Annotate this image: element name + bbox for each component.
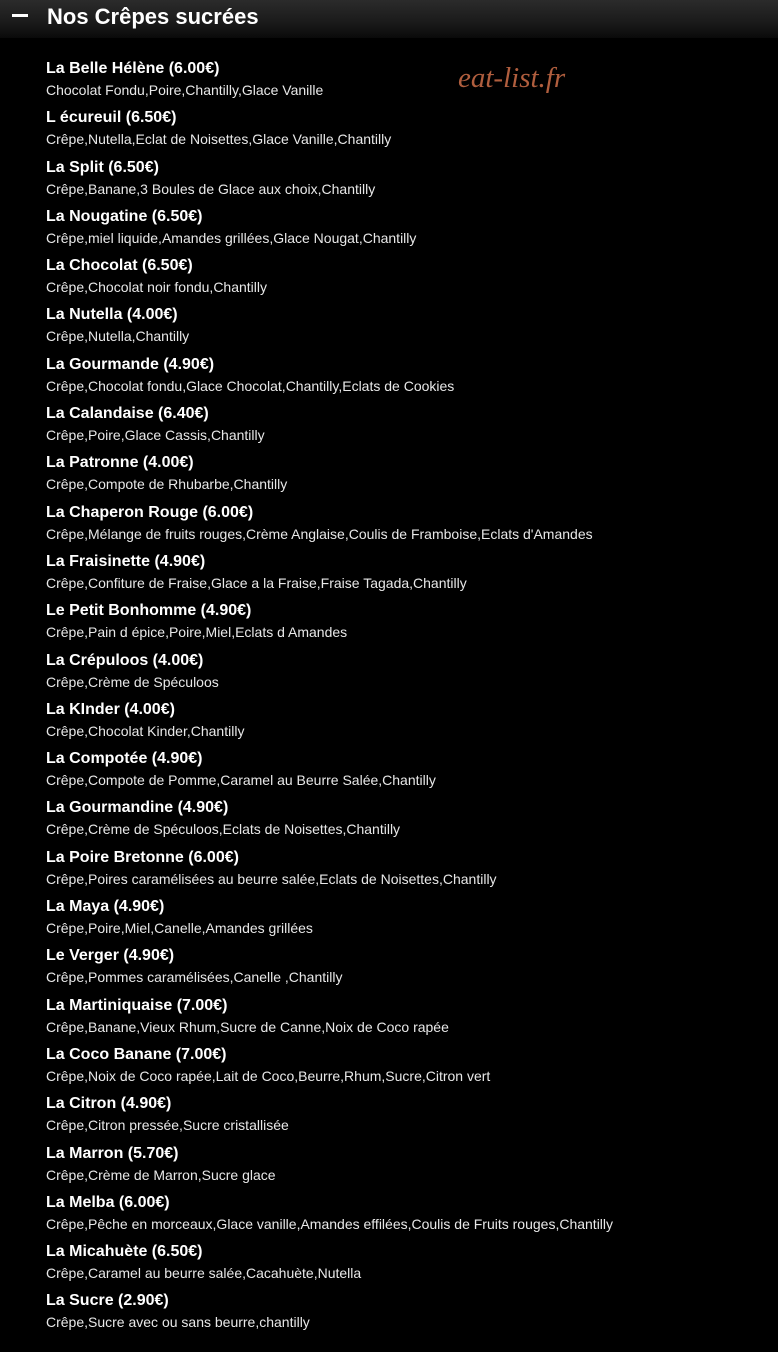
menu-item-title: Le Verger (4.90€) — [46, 947, 175, 965]
menu-item-title: La Nutella (4.00€) — [46, 306, 178, 324]
menu-item — [46, 502, 766, 551]
menu-item-description: Crêpe,Crème de Spéculoos — [46, 673, 219, 690]
menu-item-title: La Maya (4.90€) — [46, 898, 165, 916]
menu-item-description: Crêpe,Pain d épice,Poire,Miel,Eclats d Amandes — [46, 624, 348, 641]
menu-item — [46, 354, 766, 403]
section-title: Nos Crêpes sucrées — [47, 4, 259, 29]
menu-item — [46, 1143, 766, 1192]
menu-item-title: La Martiniquaise (7.00€) — [46, 996, 228, 1014]
menu-item — [46, 255, 766, 304]
menu-item-title: La Compotée (4.90€) — [46, 750, 203, 768]
menu-item-title: La Coco Banane (7.00€) — [46, 1045, 227, 1063]
menu-item — [46, 304, 766, 353]
menu-item-title: La Marron (5.70€) — [46, 1144, 179, 1162]
menu-item-description: Crêpe,Pommes caramélisées,Canelle ,Chantilly — [46, 969, 343, 986]
menu-item — [46, 797, 766, 846]
menu-item-title: La Citron (4.90€) — [46, 1095, 172, 1113]
menu-item-title: L écureuil (6.50€) — [46, 109, 177, 127]
menu-item-title: La Poire Bretonne (6.00€) — [46, 848, 239, 866]
menu-item-description: Crêpe,Caramel au beurre salée,Cacahuète,Nutella — [46, 1265, 362, 1282]
menu-item-title: La Nougatine (6.50€) — [46, 207, 203, 225]
menu-item-title: La Sucre (2.90€) — [46, 1292, 169, 1310]
menu-item-description: Crêpe,Mélange de fruits rouges,Crème Anglaise,Coulis de Framboise,Eclats d'Amandes — [46, 525, 593, 542]
menu-item — [46, 58, 766, 107]
menu-item — [46, 650, 766, 699]
menu-item-description: Crêpe,Chocolat fondu,Glace Chocolat,Chantilly,Eclats de Cookies — [46, 377, 455, 394]
menu-item — [46, 452, 766, 501]
menu-item — [46, 896, 766, 945]
menu-item-title: La Calandaise (6.40€) — [46, 405, 209, 423]
menu-item-title: La Split (6.50€) — [46, 158, 159, 176]
menu-item — [46, 995, 766, 1044]
menu-item — [46, 600, 766, 649]
menu-item-title: La Gourmande (4.90€) — [46, 355, 215, 373]
menu-item-description: Crêpe,Nutella,Chantilly — [46, 328, 190, 345]
menu-item-description: Crêpe,Nutella,Eclat de Noisettes,Glace Vanille,Chantilly — [46, 131, 392, 148]
menu-item-description: Crêpe,Compote de Pomme,Caramel au Beurre Salée,Chantilly — [46, 772, 436, 789]
menu-item-title: La Patronne (4.00€) — [46, 454, 194, 472]
menu-item-title: La KInder (4.00€) — [46, 700, 175, 718]
watermark: eat-list.fr — [458, 62, 566, 94]
menu-item — [46, 1290, 766, 1339]
menu-item — [46, 403, 766, 452]
menu-item — [46, 1192, 766, 1241]
menu-list — [46, 58, 766, 1340]
menu-item-title: Le Petit Bonhomme (4.90€) — [46, 602, 252, 620]
menu-item — [46, 847, 766, 896]
menu-item-description: Chocolat Fondu,Poire,Chantilly,Glace Vanille — [46, 82, 324, 98]
menu-item-description: Crêpe,Pêche en morceaux,Glace vanille,Amandes effilées,Coulis de Fruits rouges,Chantilly — [46, 1215, 614, 1232]
menu-item-description: Crêpe,Citron pressée,Sucre cristallisée — [46, 1117, 289, 1134]
menu-item — [46, 945, 766, 994]
menu-item-description: Crêpe,miel liquide,Amandes grillées,Glace Nougat,Chantilly — [46, 229, 417, 246]
menu-item-title: La Melba (6.00€) — [46, 1193, 170, 1211]
menu-item-title: La Micahuète (6.50€) — [46, 1243, 203, 1261]
menu-item-description: Crêpe,Poire,Miel,Canelle,Amandes grillées — [46, 920, 313, 937]
menu-item-title: La Chaperon Rouge (6.00€) — [46, 503, 254, 521]
menu-item — [46, 1241, 766, 1290]
menu-item-title: La Gourmandine (4.90€) — [46, 799, 229, 817]
menu-item — [46, 699, 766, 748]
menu-item-description: Crêpe,Banane,Vieux Rhum,Sucre de Canne,Noix de Coco rapée — [46, 1018, 449, 1035]
menu-item-title: La Chocolat (6.50€) — [46, 257, 193, 275]
menu-item-title: La Belle Hélène (6.00€) — [46, 60, 220, 77]
menu-item-description: Crêpe,Poires caramélisées au beurre salée,Eclats de Noisettes,Chantilly — [46, 870, 497, 887]
menu-item-description: Crêpe,Chocolat Kinder,Chantilly — [46, 722, 245, 739]
menu-item — [46, 551, 766, 600]
menu-item-title: La Fraisinette (4.90€) — [46, 552, 206, 570]
menu-item-title: La Crépuloos (4.00€) — [46, 651, 204, 669]
menu-item-description: Crêpe,Crème de Marron,Sucre glace — [46, 1166, 276, 1183]
menu-item-description: Crêpe,Crème de Spéculoos,Eclats de Noisettes,Chantilly — [46, 821, 401, 838]
menu-item-description: Crêpe,Sucre avec ou sans beurre,chantilly — [46, 1314, 310, 1331]
menu-item-description: Crêpe,Confiture de Fraise,Glace a la Fraise,Fraise Tagada,Chantilly — [46, 574, 467, 591]
menu-item — [46, 748, 766, 797]
menu-item-description: Crêpe,Compote de Rhubarbe,Chantilly — [46, 476, 288, 493]
menu-item — [46, 1093, 766, 1142]
minus-icon[interactable] — [12, 14, 28, 17]
menu-item — [46, 107, 766, 156]
menu-item — [46, 1044, 766, 1093]
menu-item-description: Crêpe,Banane,3 Boules de Glace aux choix,Chantilly — [46, 180, 376, 197]
menu-item-description: Crêpe,Chocolat noir fondu,Chantilly — [46, 279, 268, 296]
menu-item — [46, 206, 766, 255]
menu-item-description: Crêpe,Noix de Coco rapée,Lait de Coco,Beurre,Rhum,Sucre,Citron vert — [46, 1067, 491, 1084]
section-header[interactable] — [0, 0, 778, 38]
menu-item-description: Crêpe,Poire,Glace Cassis,Chantilly — [46, 427, 265, 444]
menu-item — [46, 157, 766, 206]
